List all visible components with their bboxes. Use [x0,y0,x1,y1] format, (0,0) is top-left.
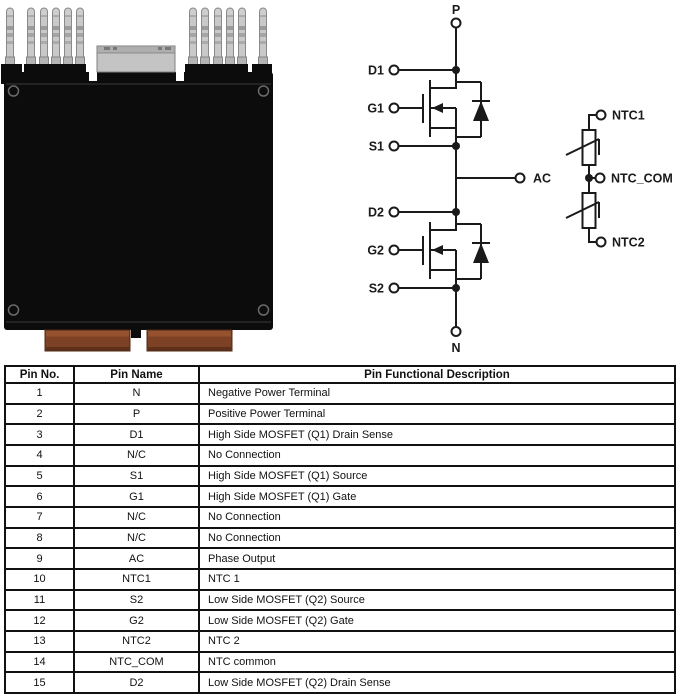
label-p: P [451,3,461,17]
module-body [4,72,273,330]
ntc-thermistor-1 [566,130,599,165]
table-row [5,507,675,528]
busbar-right-top [148,331,231,337]
table-row [5,652,675,673]
pin-no-cell: 7 [5,507,74,528]
terminal-ntc-com [596,174,605,183]
module-pin [214,8,223,65]
mosfet-q1 [390,66,491,151]
pin-desc-cell: No Connection [199,445,675,466]
table-row [5,466,675,487]
module-pin [52,8,61,65]
pin-no-cell: 15 [5,672,74,693]
table-row [5,445,675,466]
pin-desc-cell: Low Side MOSFET (Q2) Source [199,590,675,611]
pin-no-cell: 3 [5,424,74,445]
module-pin [259,8,268,65]
table-row [5,548,675,569]
pin-description-table [4,365,676,694]
label-ntc1: NTC1 [612,108,645,123]
pin-no-cell: 2 [5,404,74,425]
pin-desc-cell: High Side MOSFET (Q1) Drain Sense [199,424,675,445]
label-ntc2: NTC2 [612,235,645,250]
pin-desc-cell: No Connection [199,528,675,549]
pin-no-cell: 10 [5,569,74,590]
pin-no-cell: 1 [5,383,74,404]
busbar-left-edge [46,347,129,351]
table-row [5,569,675,590]
pin-desc-cell: Low Side MOSFET (Q2) Drain Sense [199,672,675,693]
pin-no-cell: 13 [5,631,74,652]
module-pin [201,8,210,65]
module-pin [64,8,73,65]
pin-desc-cell: NTC 2 [199,631,675,652]
table-row [5,424,675,445]
terminal-s1 [390,142,399,151]
pin-name-cell: N [74,383,199,404]
pin-name-cell: D2 [74,672,199,693]
label-g2: G2 [367,243,384,258]
pin-desc-cell: NTC 1 [199,569,675,590]
pin-name-cell: AC [74,548,199,569]
terminal-s2 [390,284,399,293]
label-s1: S1 [368,139,384,154]
label-s2: S2 [368,281,384,296]
pin-no-cell: 9 [5,548,74,569]
pin-desc-cell: Negative Power Terminal [199,383,675,404]
module-pin [76,8,85,65]
pin-name-cell: NTC_COM [74,652,199,673]
label-ntc-com: NTC_COM [611,171,673,186]
table-row [5,486,675,507]
label-d2: D2 [368,205,384,220]
table-row [5,590,675,611]
label-d1: D1 [368,63,384,78]
pin-no-cell: 11 [5,590,74,611]
col-header-pin-name: Pin Name [74,366,199,383]
pin-name-cell: N/C [74,507,199,528]
table-row [5,672,675,693]
pin-no-cell: 5 [5,466,74,487]
label-ac: AC [533,171,552,186]
ac-output [456,146,525,212]
terminal-g1 [390,104,399,113]
terminal-d2 [390,208,399,217]
pin-name-cell: N/C [74,528,199,549]
table-row [5,610,675,631]
pin-name-cell: S2 [74,590,199,611]
busbar-left-top [46,331,129,337]
pin-desc-cell: Positive Power Terminal [199,404,675,425]
pin-name-cell: N/C [74,445,199,466]
table-row [5,404,675,425]
pin-name-cell: S1 [74,466,199,487]
pin-name-cell: NTC1 [74,569,199,590]
pin-name-cell: P [74,404,199,425]
pin-name-cell: G1 [74,486,199,507]
module-pin [27,8,36,65]
q1-body-diode [456,82,490,137]
module-center-connector [97,46,175,72]
terminal-g2 [390,246,399,255]
pin-desc-cell: NTC common [199,652,675,673]
table-row [5,528,675,549]
table-row [5,631,675,652]
pin-desc-cell: Phase Output [199,548,675,569]
pin-desc-cell: Low Side MOSFET (Q2) Gate [199,610,675,631]
q2-body-arrow [432,245,443,255]
pin-name-cell: D1 [74,424,199,445]
pin-desc-cell: High Side MOSFET (Q1) Source [199,466,675,487]
module-pin [238,8,247,65]
module-pin [6,8,15,65]
terminal-ntc1 [597,111,606,120]
terminal-ntc2 [597,238,606,247]
mosfet-q2 [390,208,491,293]
pin-no-cell: 4 [5,445,74,466]
module-busbars [45,330,232,351]
col-header-description: Pin Functional Description [199,366,675,383]
module-illustration [1,8,273,351]
circuit-schematic [367,3,673,355]
table-row [5,383,675,404]
module-notch [89,71,97,81]
terminal-ac [516,174,525,183]
ntc-thermistor-2 [566,193,599,228]
col-header-pin-no: Pin No. [5,366,74,383]
pin-name-cell: NTC2 [74,631,199,652]
module-pin [40,8,49,65]
label-g1: G1 [367,101,384,116]
ntc-network [566,111,606,247]
module-pin [189,8,198,65]
module-bottom-notch [131,330,141,338]
busbar-right-edge [148,347,231,351]
table-header-row [5,366,675,383]
terminal-d1 [390,66,399,75]
pin-no-cell: 6 [5,486,74,507]
q2-body-diode [456,224,490,279]
q1-body-arrow [432,103,443,113]
pin-desc-cell: No Connection [199,507,675,528]
pin-no-cell: 14 [5,652,74,673]
module-notch [176,71,184,81]
pin-no-cell: 12 [5,610,74,631]
module-pin [226,8,235,65]
terminal-p [452,19,461,71]
pin-no-cell: 8 [5,528,74,549]
pin-desc-cell: High Side MOSFET (Q1) Gate [199,486,675,507]
pin-name-cell: G2 [74,610,199,631]
label-n: N [451,341,461,355]
terminal-n [452,288,461,336]
